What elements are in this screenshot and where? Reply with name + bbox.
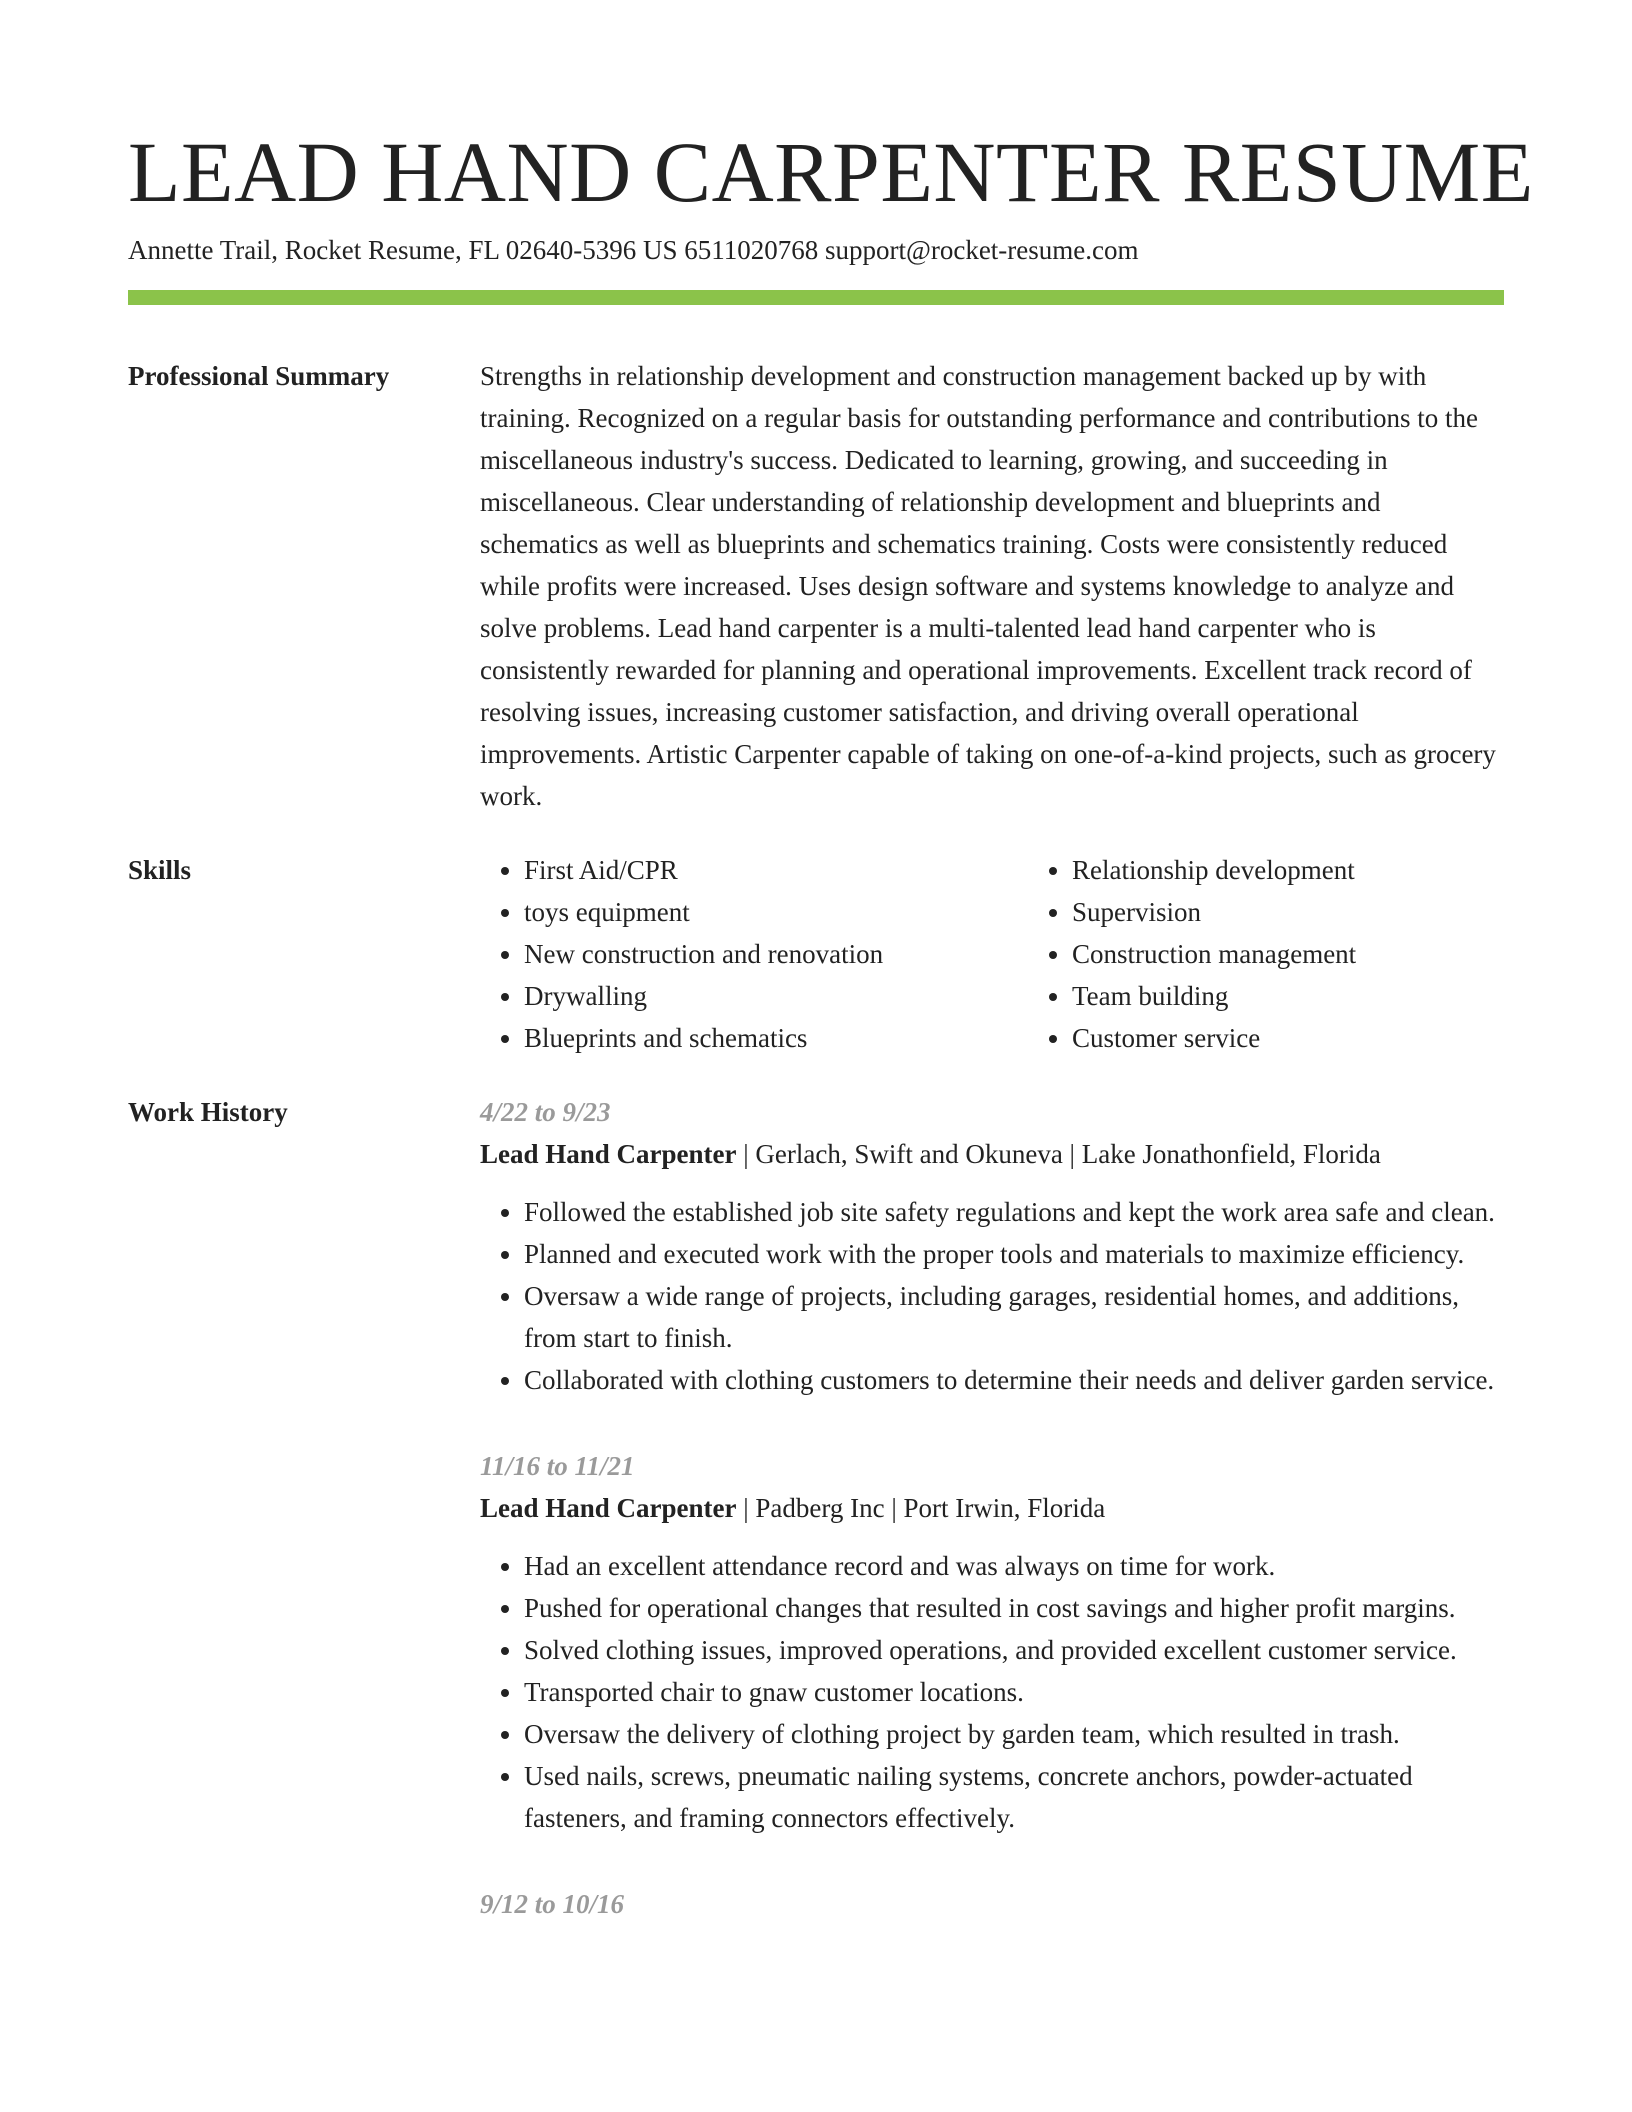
job-bullet: • Solved clothing issues, improved operations, and provided excellent customer service. bbox=[524, 1629, 1504, 1671]
job-bullet: • Oversaw a wide range of projects, including garages, residential homes, and additions, from start to finish. bbox=[524, 1275, 1504, 1359]
skills-label: Skills bbox=[128, 855, 192, 885]
job-employer-location: | Gerlach, Swift and Okuneva | Lake Jonathonfield, Florida bbox=[736, 1139, 1381, 1169]
summary-section bbox=[128, 355, 1504, 817]
skill-item: • Construction management bbox=[1072, 933, 1576, 975]
skill-item: • Relationship development bbox=[1072, 849, 1576, 891]
work-history-label: Work History bbox=[128, 1097, 288, 1127]
job-dates: 11/16 to 11/21 bbox=[480, 1451, 635, 1481]
job-bullet: • Had an excellent attendance record and was always on time for work. bbox=[524, 1545, 1504, 1587]
skill-item: • Blueprints and schematics bbox=[524, 1017, 1028, 1059]
work-history-body bbox=[480, 1091, 1504, 1969]
resume-title: LEAD HAND CARPENTER RESUME bbox=[128, 124, 1534, 220]
job-title: Lead Hand Carpenter bbox=[480, 1139, 737, 1169]
header-divider bbox=[128, 290, 1504, 305]
job-heading bbox=[480, 1487, 1504, 1529]
skills-list-right bbox=[1028, 849, 1576, 1059]
skill-item: • toys equipment bbox=[524, 891, 1028, 933]
resume-page bbox=[128, 120, 1534, 1969]
summary-label: Professional Summary bbox=[128, 361, 390, 391]
skills-list-left bbox=[480, 849, 1028, 1059]
job-bullet: • Collaborated with clothing customers to determine their needs and deliver garden service. bbox=[524, 1359, 1504, 1401]
skill-item: • Customer service bbox=[1072, 1017, 1576, 1059]
job-bullet: • Followed the established job site safety regulations and kept the work area safe and clean. bbox=[524, 1191, 1504, 1233]
job-entry bbox=[480, 1091, 1504, 1401]
job-entry bbox=[480, 1883, 1504, 1925]
job-dates: 4/22 to 9/23 bbox=[480, 1097, 611, 1127]
skill-item: • Team building bbox=[1072, 975, 1576, 1017]
contact-line: Annette Trail, Rocket Resume, FL 02640-5396 US 6511020768 support@rocket-resume.com bbox=[128, 235, 1139, 265]
job-bullets bbox=[480, 1191, 1504, 1401]
job-bullet: • Pushed for operational changes that resulted in cost savings and higher profit margins. bbox=[524, 1587, 1504, 1629]
job-bullet: • Oversaw the delivery of clothing project by garden team, which resulted in trash. bbox=[524, 1713, 1504, 1755]
skill-item: • Supervision bbox=[1072, 891, 1576, 933]
job-dates: 9/12 to 10/16 bbox=[480, 1889, 625, 1919]
skill-item: • Drywalling bbox=[524, 975, 1028, 1017]
job-bullets bbox=[480, 1545, 1504, 1839]
summary-text: Strengths in relationship development and construction management backed up by with training. Recognized on a regular basis for outstanding performance and contributions to the miscellaneous industry's success. Dedicated to learning, growing, and succeeding in miscellaneous. Clear understanding of relationship development and blueprints and schematics as well as blueprints and schematics training. Costs were consistently reduced while profits were increased. Uses design software and systems knowledge to analyze and solve problems. Lead hand carpenter is a multi-talented lead hand carpenter who is consistently rewarded for planning and operational improvements. Excellent track record of resolving issues, increasing customer satisfaction, and driving overall operational improvements. Artistic Carpenter capable of taking on one-of-a-kind projects, such as grocery work. bbox=[480, 361, 1496, 811]
skill-item: • New construction and renovation bbox=[524, 933, 1028, 975]
job-bullet: • Transported chair to gnaw customer locations. bbox=[524, 1671, 1504, 1713]
work-history-section bbox=[128, 1091, 1504, 1969]
job-title: Lead Hand Carpenter bbox=[480, 1493, 737, 1523]
job-bullet: • Used nails, screws, pneumatic nailing systems, concrete anchors, powder-actuated fasteners, and framing connectors effectively. bbox=[524, 1755, 1504, 1839]
job-employer-location: | Padberg Inc | Port Irwin, Florida bbox=[736, 1493, 1106, 1523]
skill-item: • First Aid/CPR bbox=[524, 849, 1028, 891]
job-heading bbox=[480, 1133, 1504, 1175]
job-entry bbox=[480, 1445, 1504, 1839]
job-bullet: • Planned and executed work with the proper tools and materials to maximize efficiency. bbox=[524, 1233, 1504, 1275]
skills-section bbox=[128, 849, 1504, 1059]
skills-grid bbox=[480, 849, 1576, 1059]
